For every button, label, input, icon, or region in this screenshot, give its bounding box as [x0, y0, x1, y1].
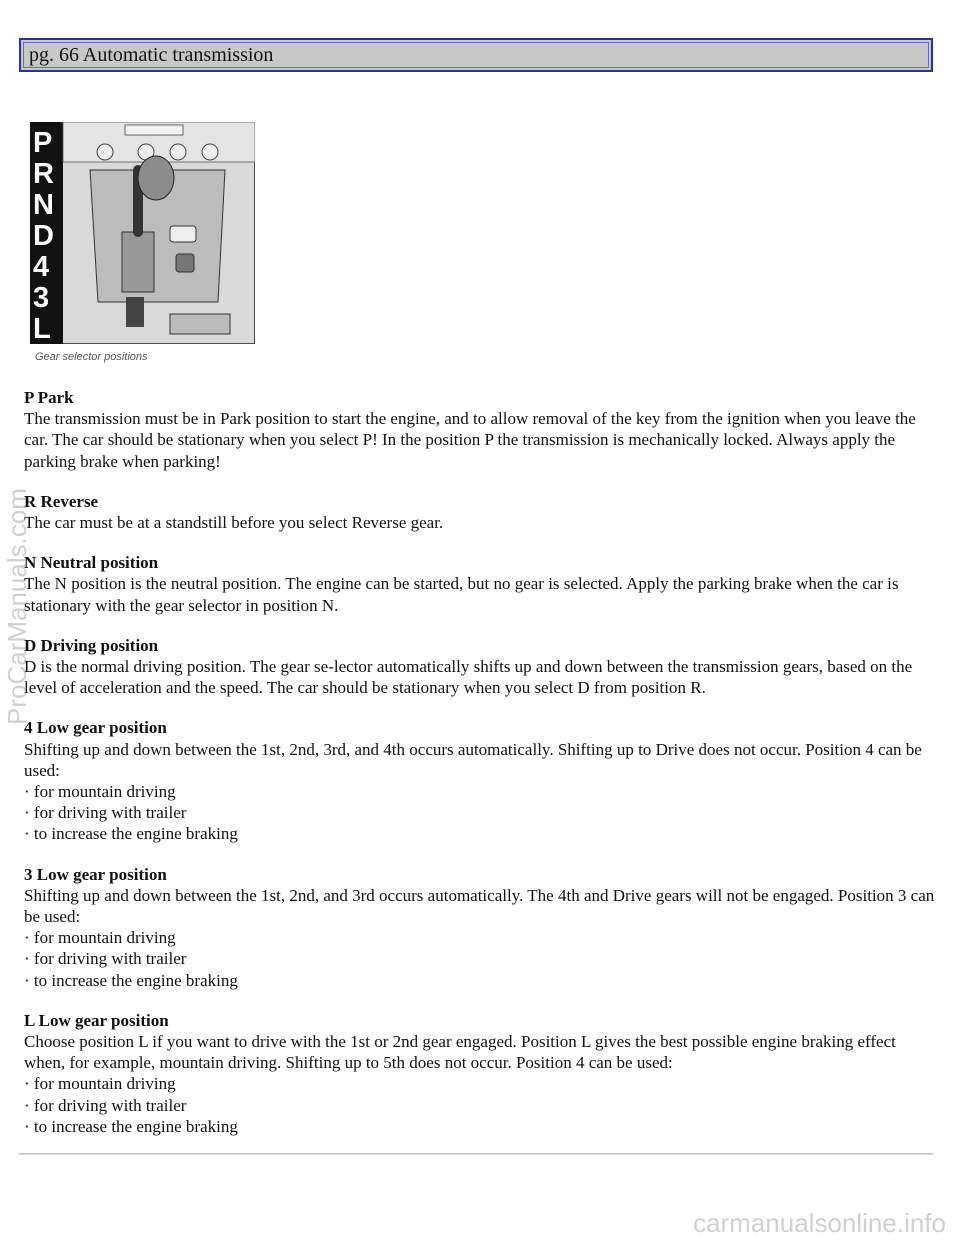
side-watermark: ProCarManuals.com: [2, 488, 32, 725]
section-body: The N position is the neutral position. The engine can be started, but no gear is selected. Apply the parking brake when the car is stationary with the gear selector in position N.: [24, 574, 899, 615]
section-body: Shifting up and down between the 1st, 2nd, and 3rd occurs automatically. The 4th and Drive gears will not be engaged. Position 3 can be used:: [24, 885, 935, 927]
section-title: P Park: [24, 388, 74, 407]
gear-letter-p: P: [33, 127, 53, 159]
page-title: pg. 66 Automatic transmission: [29, 44, 274, 66]
section-title: D Driving position: [24, 635, 159, 655]
gear-letter-3: 3: [33, 282, 50, 314]
footer-divider: [19, 1153, 933, 1155]
page-header: [19, 38, 933, 72]
bottom-watermark: carmanualsonline.info: [693, 1208, 946, 1238]
section-title: 3 Low gear position: [24, 864, 167, 884]
section-body: The transmission must be in Park position to start the engine, and to allow removal of the key from the ignition when you leave the car. The car should be stationary when you select P! In the position P the transmission is mechanically locked. Always apply the parking brake when parking!: [24, 409, 916, 471]
section-title: R Reverse: [24, 491, 99, 511]
list-item: · for driving with trailer: [24, 948, 936, 969]
section-title: 4 Low gear position: [24, 718, 167, 738]
list-item: · to increase the engine braking: [24, 970, 936, 991]
bullet-list: [24, 927, 936, 991]
gear-letter-r: R: [33, 158, 54, 190]
section-title: N Neutral position: [24, 553, 159, 573]
list-item: · for mountain driving: [24, 1073, 936, 1094]
section-park: [24, 387, 936, 472]
gear-letter-4: 4: [33, 251, 50, 283]
section-reverse: [24, 491, 936, 533]
gear-letter-l: L: [33, 313, 51, 344]
list-item: · for driving with trailer: [24, 802, 936, 823]
list-item: · for mountain driving: [24, 927, 936, 948]
section-body: The car must be at a standstill before you select Reverse gear.: [24, 513, 444, 533]
list-item: · to increase the engine braking: [24, 1116, 936, 1137]
section-body: Choose position L if you want to drive with the 1st or 2nd gear engaged. Position L gives the best possible engine braking effect when, for example, mountain driving. Shifting up to 5th does not occur. Position 4 can be used:: [24, 1032, 896, 1073]
section-body: Shifting up and down between the 1st, 2nd, 3rd, and 4th occurs automatically. Shifting up to Drive does not occur. Position 4 can be used:: [24, 739, 922, 780]
list-item: · to increase the engine braking: [24, 823, 936, 844]
section-neutral: [24, 552, 936, 616]
gear-selector-figure: [30, 122, 255, 344]
figure-caption: Gear selector positions: [35, 351, 148, 363]
section-low-4: [24, 717, 936, 844]
list-item: · for mountain driving: [24, 781, 936, 802]
section-low-3: [24, 864, 936, 991]
section-title: L Low gear position: [24, 1010, 169, 1030]
gear-letter-d: D: [33, 220, 54, 252]
gear-selector-illustration: [30, 122, 255, 344]
section-body: D is the normal driving position. The gear se-lector automatically shifts up and down between the transmission gears, based on the level of acceleration and the speed. The car should be stationary when you select D from position R.: [24, 657, 913, 698]
bullet-list: [24, 1073, 936, 1137]
section-drive: [24, 635, 936, 699]
section-low-l: [24, 1010, 936, 1137]
gear-letter-n: N: [33, 189, 54, 221]
bullet-list: [24, 781, 936, 845]
manual-content: [24, 387, 936, 1156]
list-item: · for driving with trailer: [24, 1095, 936, 1116]
